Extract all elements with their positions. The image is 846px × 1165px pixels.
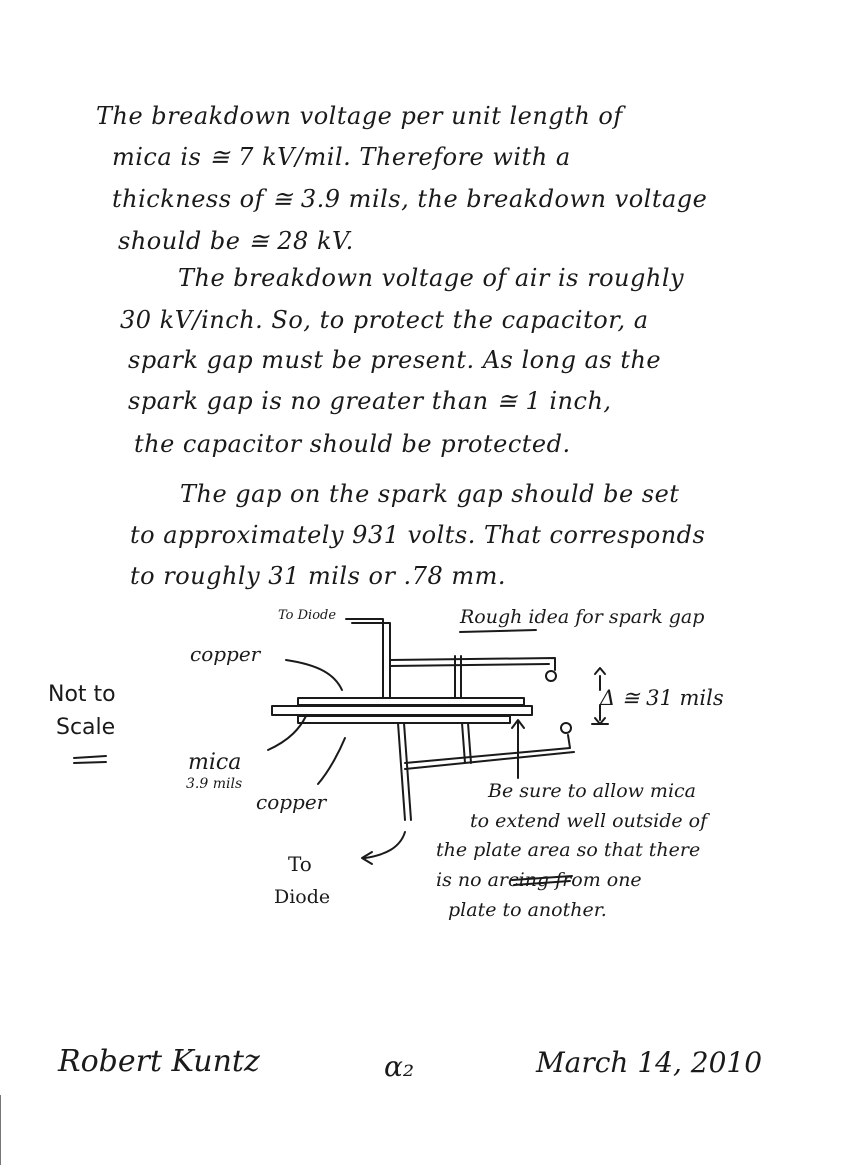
upper-lead-wire-2 (352, 623, 390, 698)
page-mark: α₂ (384, 1050, 415, 1083)
lower-copper-plate (298, 716, 510, 723)
text-line: spark gap must be present. As long as the (128, 346, 662, 374)
upper-spark-arm-2 (390, 664, 549, 666)
label-not-to-scale-1: Not to (48, 682, 116, 707)
upper-electrode (546, 671, 556, 681)
lower-spark-arm (405, 735, 570, 763)
text-line: the capacitor should be protected. (134, 430, 571, 458)
text-line: spark gap is no greater than ≅ 1 inch, (128, 387, 612, 415)
text-line: 30 kV/inch. So, to protect the capacitor, a (120, 306, 649, 334)
text-line: should be ≅ 28 kV. (118, 227, 354, 255)
lower-lead-wire-2 (404, 723, 411, 820)
not-to-scale-underline-2 (74, 762, 106, 763)
pointer-to-diode (365, 832, 405, 858)
mica-sheet (272, 706, 532, 715)
upper-copper-plate (298, 698, 524, 705)
label-to-diode-top: To Diode (278, 608, 337, 623)
text-line: to roughly 31 mils or .78 mm. (130, 562, 506, 590)
label-mica: mica (188, 750, 242, 775)
label-not-to-scale-2: Scale (56, 715, 116, 740)
text-line: The breakdown voltage per unit length of (96, 102, 623, 130)
text-line: mica is ≅ 7 kV/mil. Therefore with a (112, 143, 571, 171)
pointer-mica (268, 716, 306, 750)
note-line: is no arcing from one (436, 869, 642, 891)
label-to-diode-bottom-1: To (288, 852, 312, 876)
lower-electrode (561, 723, 571, 733)
label-copper-bottom: copper (256, 790, 327, 814)
upper-lead-wire (346, 619, 383, 698)
scan-edge (0, 1095, 1, 1165)
label-rough-idea: Rough idea for spark gap (460, 606, 705, 628)
note-line: the plate area so that there (436, 839, 701, 861)
pointer-copper-bottom (318, 738, 345, 784)
lower-lead-wire (398, 723, 405, 820)
pointer-copper-top (286, 660, 342, 690)
not-to-scale-underline-1 (74, 756, 106, 758)
text-line: to approximately 931 volts. That corresponds (130, 521, 706, 549)
text-line: thickness of ≅ 3.9 mils, the breakdown voltage (112, 185, 708, 213)
rough-underline (460, 630, 536, 632)
note-line: Be sure to allow mica (488, 780, 696, 802)
label-mica-thickness: 3.9 mils (186, 776, 243, 792)
label-delta-gap: Δ ≅ 31 mils (600, 686, 724, 710)
note-line: to extend well outside of (470, 810, 708, 832)
signature: Robert Kuntz (58, 1044, 260, 1079)
label-copper-top: copper (190, 642, 261, 666)
note-line: plate to another. (448, 899, 607, 921)
text-line: The gap on the spark gap should be set (180, 480, 680, 508)
label-to-diode-bottom-2: Diode (274, 886, 331, 908)
date: March 14, 2010 (536, 1046, 763, 1079)
text-line: The breakdown voltage of air is roughly (178, 264, 685, 292)
